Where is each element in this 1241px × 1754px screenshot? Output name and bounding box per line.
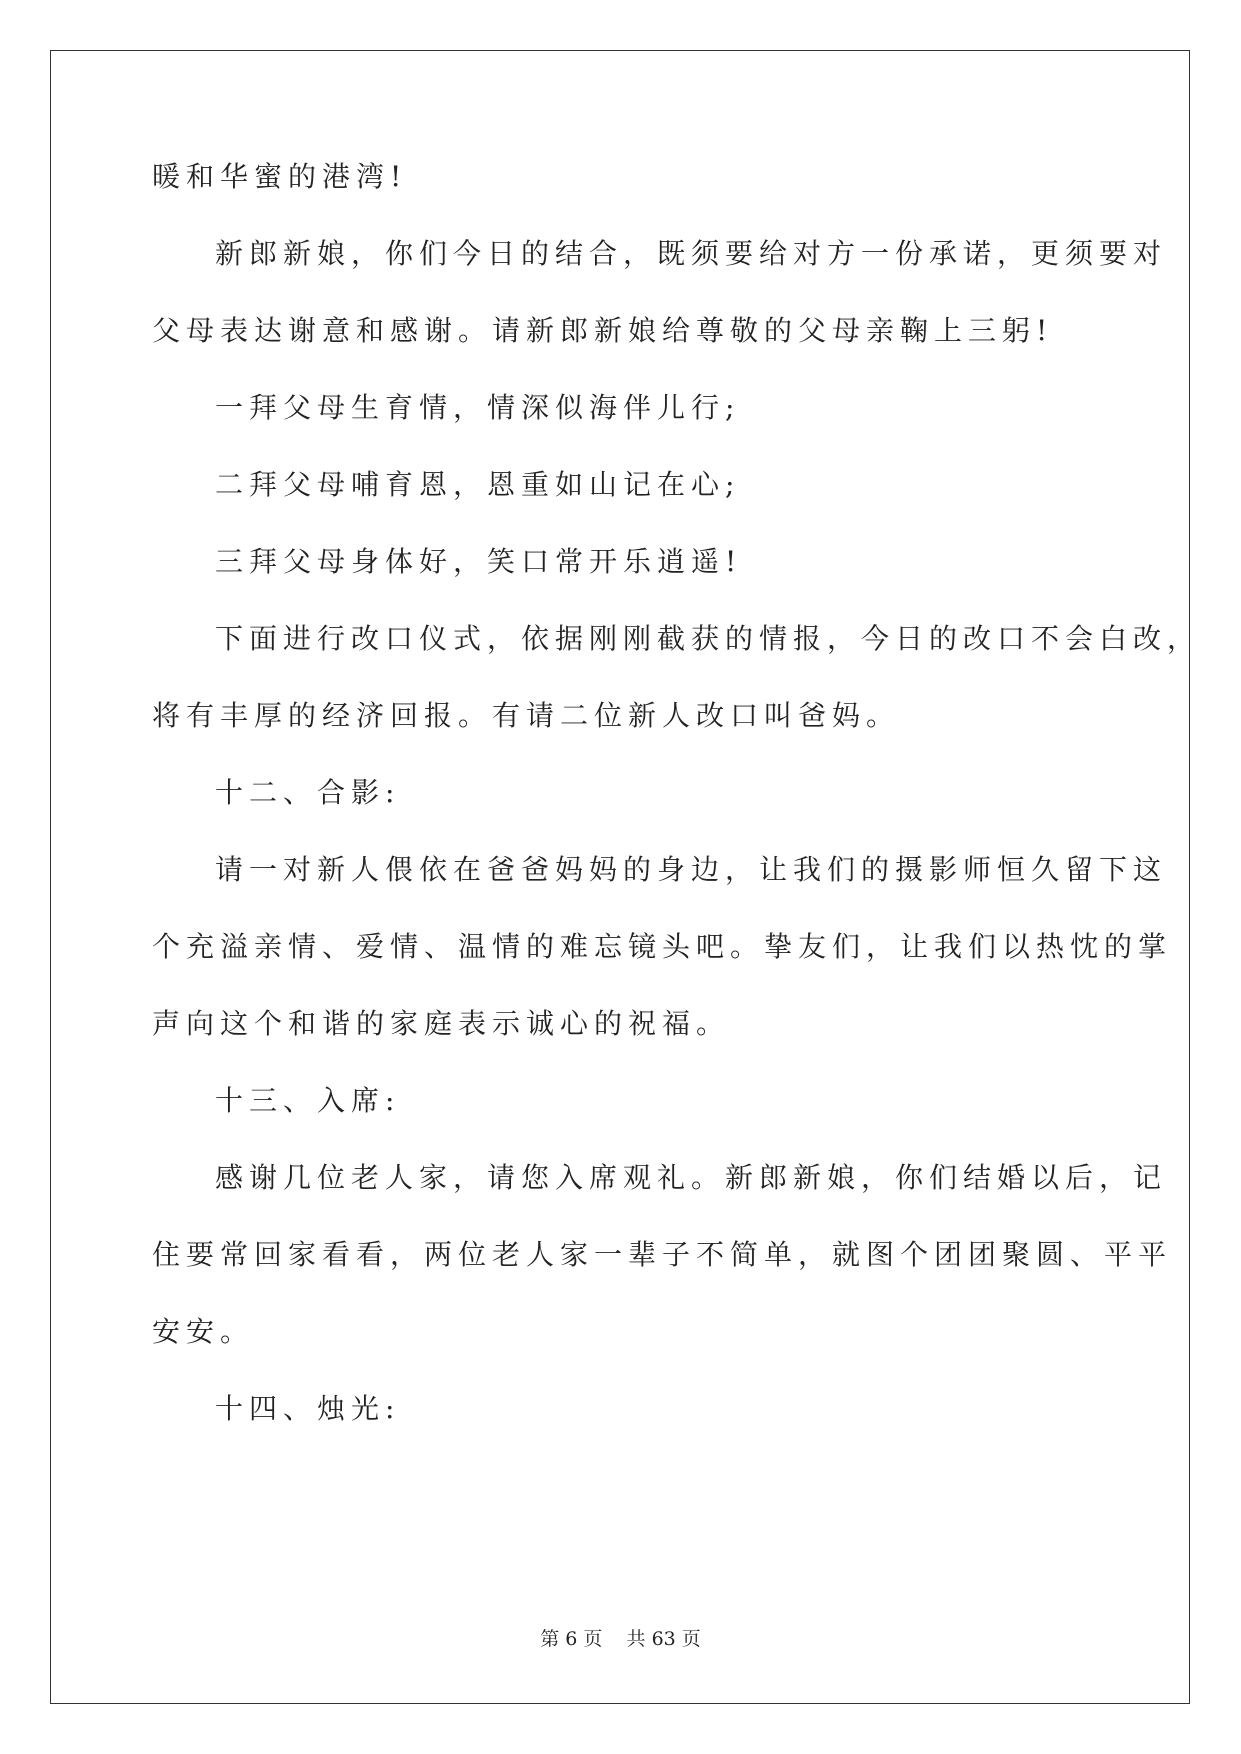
section-heading-12: 十二、合影:	[215, 776, 401, 809]
page-number-label: 第 6 页	[540, 1628, 603, 1650]
text-line-12: 声向这个和谐的家庭表示诚心的祝福。	[152, 1007, 731, 1040]
text-line-6: 三拜父母身体好，笑口常开乐逍遥!	[215, 545, 743, 578]
text-line-14: 感谢几位老人家，请您入席观礼。新郎新娘，你们结婚以后，记	[215, 1161, 1168, 1194]
text-line-7: 下面进行改口仪式，依据刚刚截获的情报，今日的改口不会白改，	[215, 622, 1202, 655]
text-line-4: 一拜父母生育情，情深似海伴儿行;	[215, 391, 741, 424]
text-line-5: 二拜父母哺育恩，恩重如山记在心;	[215, 468, 741, 501]
text-line-10: 请一对新人偎依在爸爸妈妈的身边，让我们的摄影师恒久留下这	[215, 853, 1168, 886]
section-heading-14: 十四、烛光:	[215, 1392, 401, 1425]
text-line-2: 新郎新娘，你们今日的结合，既须要给对方一份承诺，更须要对	[215, 237, 1168, 270]
page-footer	[0, 1624, 1241, 1651]
text-line-1: 暖和华蜜的港湾!	[152, 160, 408, 193]
text-line-3: 父母表达谢意和感谢。请新郎新娘给尊敬的父母亲鞠上三躬!	[152, 314, 1054, 347]
page-total-label: 共 63 页	[626, 1628, 701, 1650]
text-line-8: 将有丰厚的经济回报。有请二位新人改口叫爸妈。	[152, 699, 901, 732]
text-line-11: 个充溢亲情、爱情、温情的难忘镜头吧。挚友们，让我们以热忱的掌	[152, 930, 1173, 963]
section-heading-13: 十三、入席:	[215, 1084, 401, 1117]
text-line-15: 住要常回家看看，两位老人家一辈子不简单，就图个团团聚圆、平平	[152, 1238, 1173, 1271]
text-line-16: 安安。	[152, 1315, 255, 1348]
